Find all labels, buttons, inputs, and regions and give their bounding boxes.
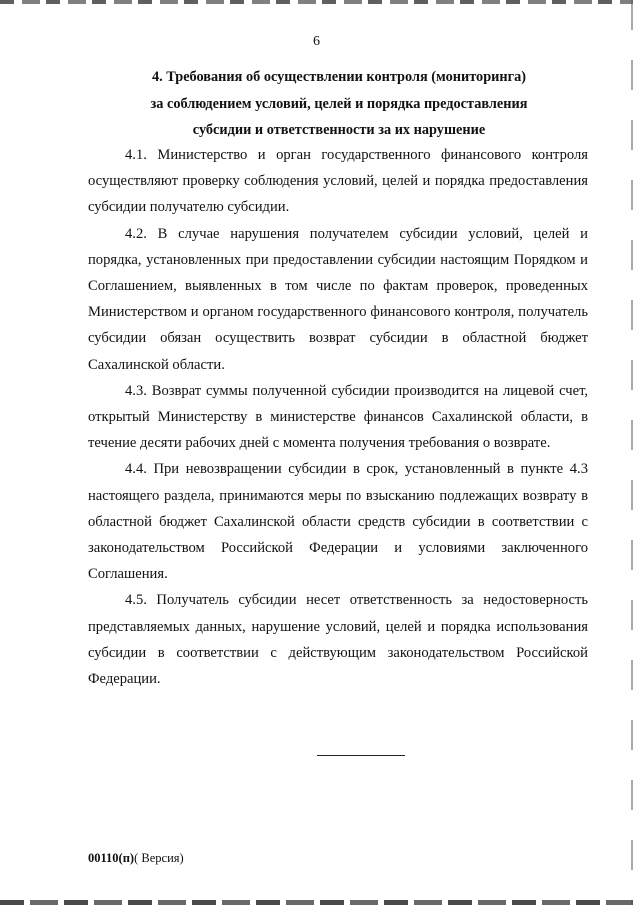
footer-doc-code: [88, 850, 184, 866]
paragraph-4-1: 4.1. Министерство и орган государственного финансового контроля осуществляют проверку соблюдения условий, целей и порядка предоставления субсидии получателю субсидии.: [88, 147, 588, 216]
paragraph-4-2: 4.2. В случае нарушения получателем субсидии условий, целей и порядка, установленных при предоставлении субсидии настоящим Порядком и Соглашением, выявленных в том числе по фактам проверок, проведенных Министерством и органом государственного финансового контроля, получатель субсидии обязан осуществить возврат субсидии в областной бюджет Сахалинской области.: [88, 225, 588, 373]
closing-line: [317, 755, 405, 756]
heading-line-3: субсидии и ответственности за их нарушение: [192, 122, 486, 138]
doc-code: 00110(п): [88, 851, 135, 865]
scan-edge-top: [0, 0, 633, 4]
heading-line-1: 4. Требования об осуществлении контроля (мониторинга): [151, 69, 527, 85]
scan-edge-bottom: [0, 900, 633, 905]
version-label: ( Версия): [134, 851, 184, 865]
paragraph-4-5: 4.5. Получатель субсидии несет ответственность за недостоверность представляемых данных, нарушение условий, целей и порядка использования субсидии в соответствии с действующим законодательством Российской Федерации.: [88, 592, 588, 688]
paragraph-4-3: 4.3. Возврат суммы полученной субсидии производится на лицевой счет, открытый Министерству в министерстве финансов Сахалинской области, в течение десяти рабочих дней с момента получения требования о возврате.: [88, 382, 588, 452]
paragraph-4-4: 4.4. При невозвращении субсидии в срок, установленный в пункте 4.3 настоящего раздела, принимаются меры по взысканию подлежащих возврату в областной бюджет Сахалинской области средств субсидии в соответствии с законодательством Российской Федерации и условиями заключенного Соглашения.: [88, 461, 588, 583]
heading-line-2: за соблюдением условий, целей и порядка предоставления: [150, 95, 528, 112]
page-number: 6: [313, 34, 320, 49]
section-heading: [88, 64, 590, 144]
section-body: [88, 142, 588, 692]
